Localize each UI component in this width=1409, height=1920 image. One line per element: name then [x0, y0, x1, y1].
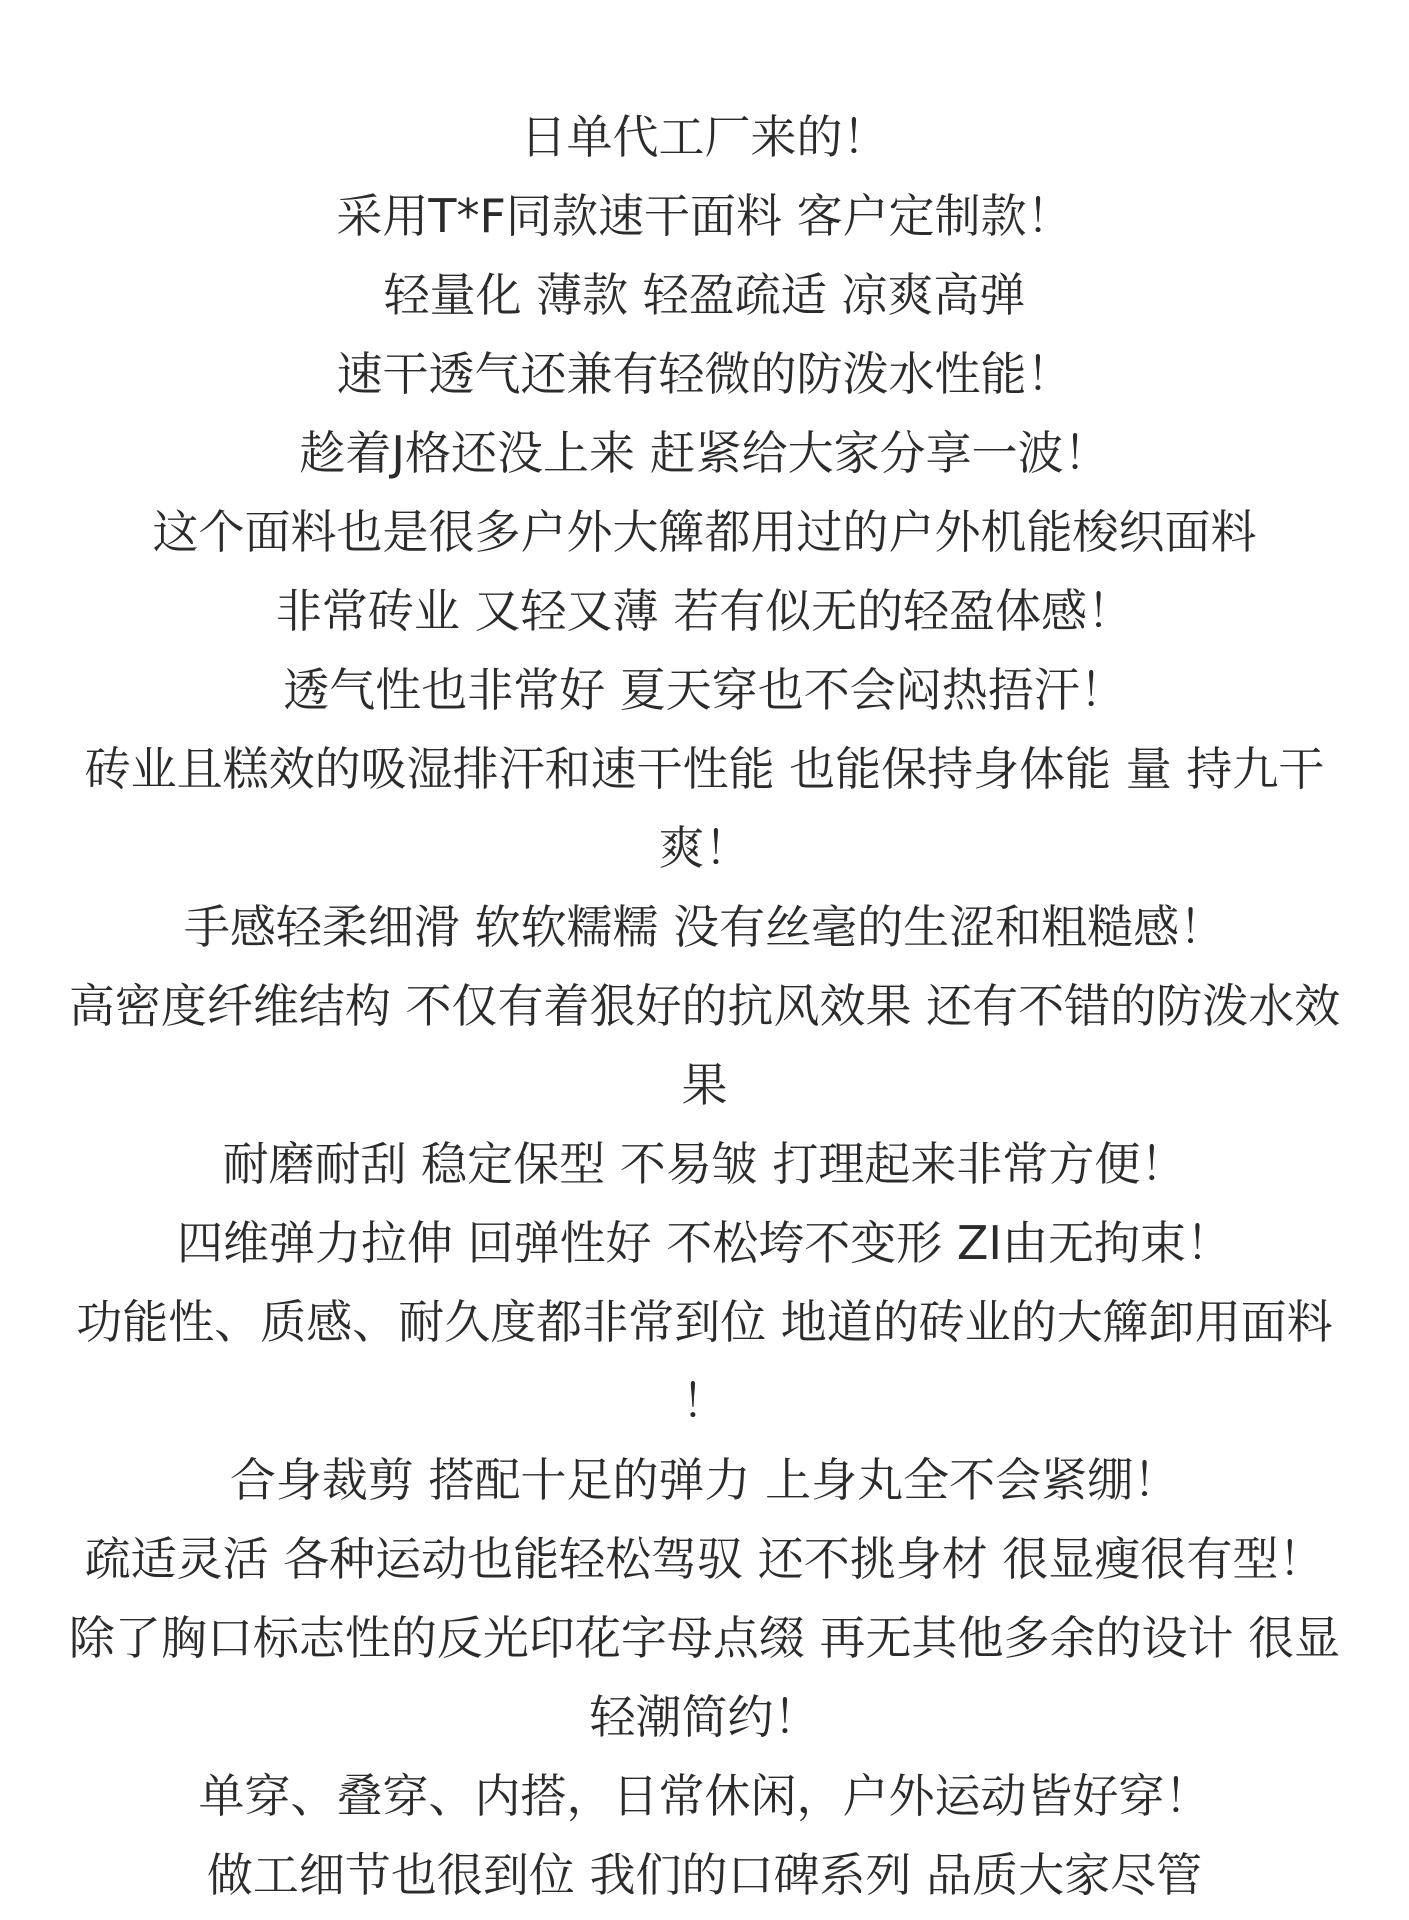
text-line-19: 疏适灵活 各种运动也能轻松驾驭 还不挑身材 很显瘦很有型！	[84, 1532, 1325, 1586]
text-line-10: 爽！	[658, 821, 751, 875]
text-line-2: 采用T*F同款速干面料 客户定制款！	[336, 189, 1073, 243]
text-line-20: 除了胸口标志性的反光印花字母点缀 再无其他多余的设计 很显	[68, 1611, 1341, 1665]
text-line-7: 非常砖业 又轻又薄 若有似无的轻盈体感！	[275, 584, 1134, 638]
text-line-3: 轻量化 薄款 轻盈疏适 凉爽高弹	[383, 268, 1026, 322]
text-line-11: 手感轻柔细滑 软软糯糯 没有丝毫的生涩和粗糙感！	[183, 900, 1226, 954]
text-line-17: ！	[681, 1374, 728, 1428]
text-line-23: 做工细节也很到位 我们的口碑系列 品质大家尽管	[206, 1848, 1203, 1902]
text-line-13: 果	[681, 1058, 728, 1112]
text-line-14: 耐磨耐刮 稳定保型 不易皱 打理起来非常方便！	[222, 1137, 1187, 1191]
text-line-12: 高密度纤维结构 不仅有着狠好的抗风效果 还有不错的防泼水效	[68, 979, 1341, 1033]
text-line-16: 功能性、质感、耐久度都非常到位 地道的砖业的大簰卸用面料	[76, 1295, 1333, 1349]
text-line-9: 砖业且糕效的吸湿排汗和速干性能 也能保持身体能 量 持九干	[84, 742, 1325, 796]
text-line-21: 轻潮简约！	[589, 1690, 820, 1744]
text-line-15: 四维弹力拉伸 回弹性好 不松垮不变形 ZI由无拘束！	[177, 1216, 1232, 1270]
text-line-5: 趁着J格还没上来 赶紧给大家分享一波！	[299, 426, 1110, 480]
text-line-18: 合身裁剪 搭配十足的弹力 上身丸全不会紧绷！	[229, 1453, 1180, 1507]
text-line-6: 这个面料也是很多户外大簰都用过的户外机能梭织面料	[152, 505, 1257, 559]
text-line-1: 日单代工厂来的！	[520, 110, 889, 164]
text-line-8: 透气性也非常好 夏天穿也不会闷热捂汗！	[283, 663, 1126, 717]
text-line-22: 单穿、叠穿、内搭，日常休闲，户外运动皆好穿！	[198, 1769, 1211, 1823]
text-line-4: 速干透气还兼有轻微的防泼水性能！	[336, 347, 1073, 401]
